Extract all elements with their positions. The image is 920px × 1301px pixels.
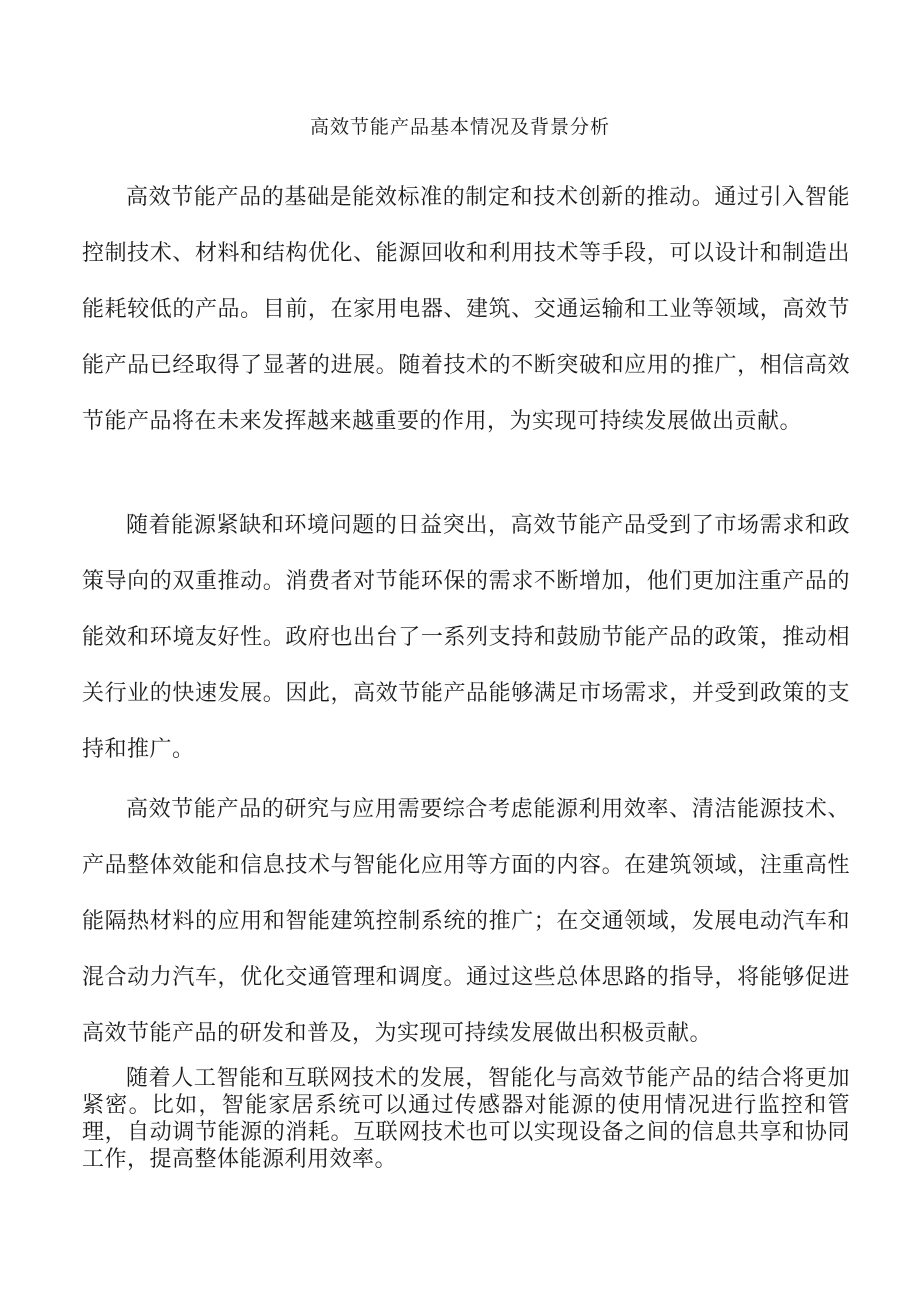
paragraph-3: 高效节能产品的研究与应用需要综合考虑能源利用效率、清洁能源技术、产品整体效能和信息技术与智能化应用等方面的内容。在建筑领域，注重高性能隔热材料的应用和智能建筑控制系统的推广；在交通领域，发展电动汽车和混合动力汽车，优化交通管理和调度。通过这些总体思路的指导，将能够促进高效节能产品的研发和普及，为实现可持续发展做出积极贡献。 — [82, 797, 850, 1046]
page-title: 高效节能产品基本情况及背景分析 — [309, 116, 610, 138]
paragraph-4: 随着人工智能和互联网技术的发展，智能化与高效节能产品的结合将更加紧密。比如，智能家居系统可以通过传感器对能源的使用情况进行监控和管理，自动调节能源的消耗。互联网技术也可以实现设备之间的信息共享和协同工作，提高整体能源利用效率。 — [82, 1066, 850, 1172]
paragraph-2: 随着能源紧缺和环境问题的日益突出，高效节能产品受到了市场需求和政策导向的双重推动。消费者对节能环保的需求不断增加，他们更加注重产品的能效和环境友好性。政府也出台了一系列支持和鼓励节能产品的政策，推动相关行业的快速发展。因此，高效节能产品能够满足市场需求，并受到政策的支持和推广。 — [82, 513, 850, 762]
paragraph-1: 高效节能产品的基础是能效标准的制定和技术创新的推动。通过引入智能控制技术、材料和结构优化、能源回收和利用技术等手段，可以设计和制造出能耗较低的产品。目前，在家用电器、建筑、交通运输和工业等领域，高效节能产品已经取得了显著的进展。随着技术的不断突破和应用的推广，相信高效节能产品将在未来发挥越来越重要的作用，为实现可持续发展做出贡献。 — [82, 185, 850, 434]
